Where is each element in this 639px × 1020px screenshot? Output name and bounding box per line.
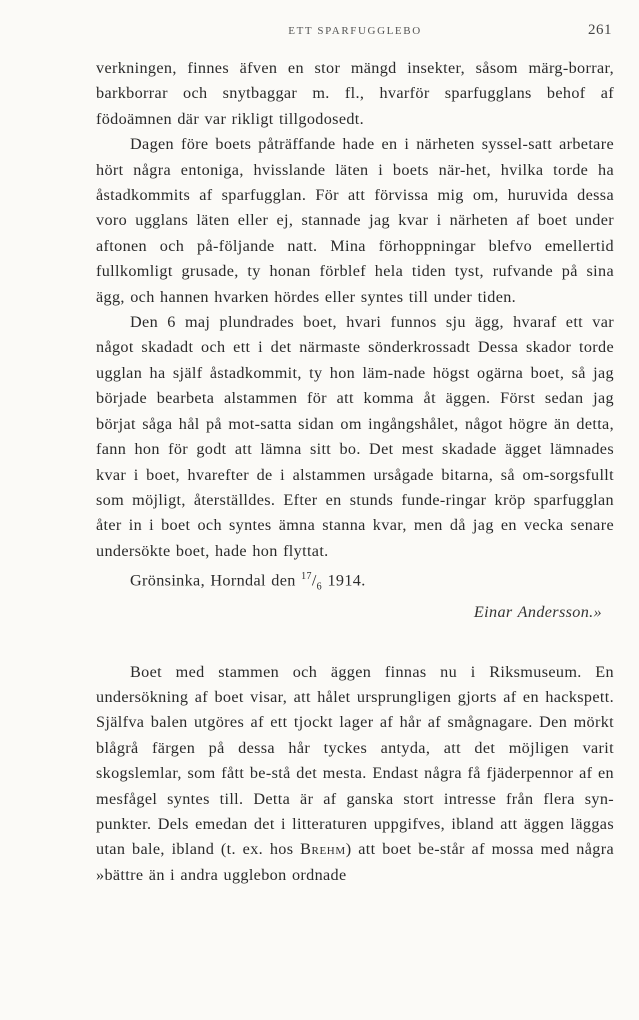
paragraph-day-before: Dagen före boets påträffande hade en i närheten syssel-satt arbetare hört några entoniga, hvisslande läten i boets när-het, hvilka torde ha åstadkommits af sparfugglan. För att förvissa mig om, huruvida dessa voro ugglans läten eller ej, stannade jag kvar i närheten af boet under aftonen och på-följande natt. Mina förhoppningar blefvo emellertid fullkomligt grusade, ty honan förblef hela tiden tyst, rufvande på sina ägg, och hannen hvarken hördes eller syntes till under tiden.: [96, 135, 614, 306]
museum-text-part2: ) att boet be-står af mossa med några »bättre än i andra ugglebon ordnade: [96, 840, 614, 884]
book-page: [96, 0, 614, 1020]
museum-text-part1: Boet med stammen och äggen finnas nu i Riksmuseum. En undersökning af boet visar, att hålet ursprungligen gjorts af en hackspett. Själfva balen utgöres af ett tjockt lager af hår af smågnagare. Den mörkt blågrå färgen på dessa hår tyckes antyda, att det möjligen varit skogslemlar, som fått be-stå det mesta. Endast några få fjäderpennor af en mesfågel syntes till. Detta är af ganska stort intresse från flera syn-punkter. Dels emedan det i litteraturen uppgifves, ibland att äggen läggas utan bale, ibland (t. ex. hos: [96, 662, 614, 859]
date-year: 1914.: [327, 571, 366, 590]
running-head: ETT SPARFUGGLEBO: [288, 25, 422, 37]
page-number: 261: [588, 22, 612, 38]
date-month: 6: [316, 581, 323, 593]
place-text: Grönsinka, Horndal den: [130, 571, 296, 590]
date-day: 17: [301, 571, 312, 583]
section-gap: [96, 626, 614, 660]
place-date-line: Grönsinka, Horndal den $^{17}/_6$ 1914.: [130, 571, 366, 593]
cited-author: Brehm: [300, 840, 346, 859]
paragraph-may-sixth: Den 6 maj plundrades boet, hvari funnos sju ägg, hvaraf ett var något skadadt och ett i det närmaste sönderkrossadt Dessa skador torde ugglan ha själf åstadkommit, ty hon läm-nade högst ogärna boet, så jag började bearbeta alstammen för att komma åt äggen. Först sedan jag börjat såga hål på mot-satta sidan om ingångshålet, något högre än detta, fann hon för godt att lämna sitt bo. Det mest skadade ägget lämnades kvar i boet, hvarefter de i alstammen ursågade bitarna, så om-sorgsfullt som möjligt, återställdes. Efter en stunds funde-ringar kröp sparfugglan åter in i boet och syntes ämna stanna kvar, men då jag en vecka senare undersökte boet, hade hon flyttat.: [96, 313, 614, 560]
author-signature: Einar Andersson.»: [473, 603, 602, 622]
page-header: [96, 22, 614, 42]
paragraph-museum: [96, 660, 614, 889]
body-text: [96, 56, 614, 888]
paragraph-continuation: verkningen, finnes äfven en stor mängd insekter, såsom märg-borrar, barkborrar och snytbaggar m. fl., hvarför sparfugglans behof af födoämnen där var rikligt tillgodosedt.: [96, 59, 614, 128]
